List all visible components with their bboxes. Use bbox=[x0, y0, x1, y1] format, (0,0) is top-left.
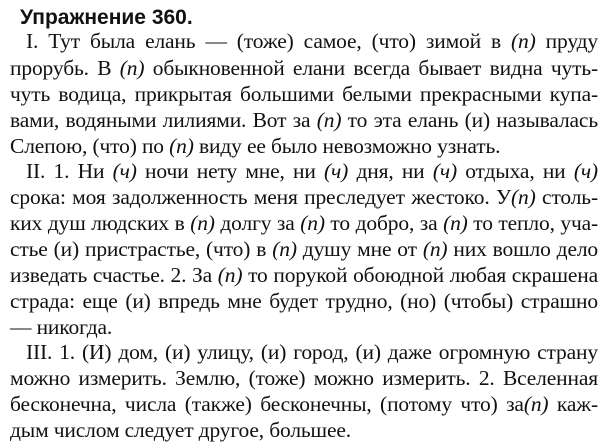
text-segment: обыкновенной елани всегда бывает видна чуть- bbox=[144, 56, 598, 80]
text-segment: столь- bbox=[535, 185, 598, 209]
text-segment: ких душ людских в bbox=[10, 211, 191, 235]
italic-marker: (ч) bbox=[324, 159, 349, 183]
text-segment: I. Тут была елань — (тоже) самое, (что) зимой в bbox=[26, 29, 512, 53]
text-segment: прорубь. В bbox=[10, 56, 120, 80]
text-segment: вами, водяными лилиями. Вот за bbox=[10, 108, 317, 132]
italic-marker: (п) bbox=[511, 185, 536, 209]
text-line bbox=[26, 28, 598, 54]
italic-marker: (п) bbox=[422, 237, 448, 261]
text-line bbox=[10, 262, 598, 288]
text-line bbox=[10, 236, 598, 262]
text-segment: II. 1. Ни bbox=[26, 159, 113, 183]
text-segment: пруду bbox=[535, 29, 598, 53]
italic-marker: (п) bbox=[300, 211, 325, 235]
text-line bbox=[10, 365, 598, 391]
italic-marker: (ч) bbox=[112, 159, 137, 183]
italic-marker: (п) bbox=[119, 56, 145, 80]
text-line bbox=[10, 107, 598, 133]
text-segment: стье (и) пристрастье, (что) в bbox=[10, 237, 273, 261]
italic-marker: (п) bbox=[217, 263, 243, 287]
text-segment: можно измерить. Землю, (тоже) можно измерить. 2. Вселенная bbox=[10, 366, 598, 390]
text-segment: дня, ни bbox=[348, 159, 433, 183]
text-line bbox=[10, 81, 598, 107]
italic-marker: (п) bbox=[443, 211, 468, 235]
italic-marker: (ч) bbox=[573, 159, 598, 183]
text-line bbox=[10, 391, 598, 417]
text-segment: долгу за bbox=[214, 211, 301, 235]
italic-marker: (п) bbox=[511, 29, 536, 53]
text-line bbox=[10, 133, 500, 159]
exercise-title: Упражнение 360. bbox=[20, 6, 193, 29]
text-segment: каж- bbox=[548, 392, 598, 416]
text-segment: — никогда. bbox=[10, 315, 113, 339]
text-segment: то эта елань (и) называлась bbox=[341, 108, 598, 132]
text-line bbox=[10, 210, 598, 236]
text-line bbox=[26, 158, 598, 184]
text-line bbox=[10, 314, 112, 340]
text-segment: то порукой обоюдной любая скрашена bbox=[242, 263, 599, 287]
text-segment: них вошло дело bbox=[447, 237, 599, 261]
text-segment: ночи нету мне, ни bbox=[136, 159, 325, 183]
text-segment: срока: моя задолженность меня преследует жестоко. У bbox=[10, 185, 512, 209]
text-segment: дым числом следует другое, большее. bbox=[10, 418, 351, 442]
text-segment: душу мне от bbox=[296, 237, 423, 261]
text-segment: Слепою, (что) по bbox=[10, 134, 170, 158]
text-segment: то тепло, уча- bbox=[467, 211, 599, 235]
text-segment: бесконечна, числа (также) бесконечны, (потому что) за bbox=[10, 392, 524, 416]
text-segment: отдыха, ни bbox=[456, 159, 574, 183]
text-line bbox=[10, 288, 598, 314]
text-segment: III. 1. (И) дом, (и) улицу, (и) город, (и) даже огромную страну bbox=[26, 340, 598, 364]
italic-marker: (п) bbox=[169, 134, 194, 158]
italic-marker: (п) bbox=[272, 237, 297, 261]
text-segment: то добро, за bbox=[324, 211, 444, 235]
italic-marker: (п) bbox=[190, 211, 215, 235]
text-line bbox=[10, 417, 351, 443]
italic-marker: (п) bbox=[316, 108, 342, 132]
italic-marker: (ч) bbox=[432, 159, 457, 183]
text-segment: изведать счастье. 2. За bbox=[10, 263, 218, 287]
italic-marker: (п) bbox=[523, 392, 549, 416]
text-line bbox=[10, 184, 598, 210]
text-line bbox=[10, 55, 598, 81]
text-segment: виду ее было невозможно узнать. bbox=[193, 134, 501, 158]
text-line bbox=[26, 339, 598, 365]
text-segment: чуть водица, прикрытая большими белыми прекрасными купа- bbox=[10, 82, 599, 106]
text-segment: страда: еще (и) впредь мне будет трудно, (но) (чтобы) страшно bbox=[10, 289, 598, 313]
